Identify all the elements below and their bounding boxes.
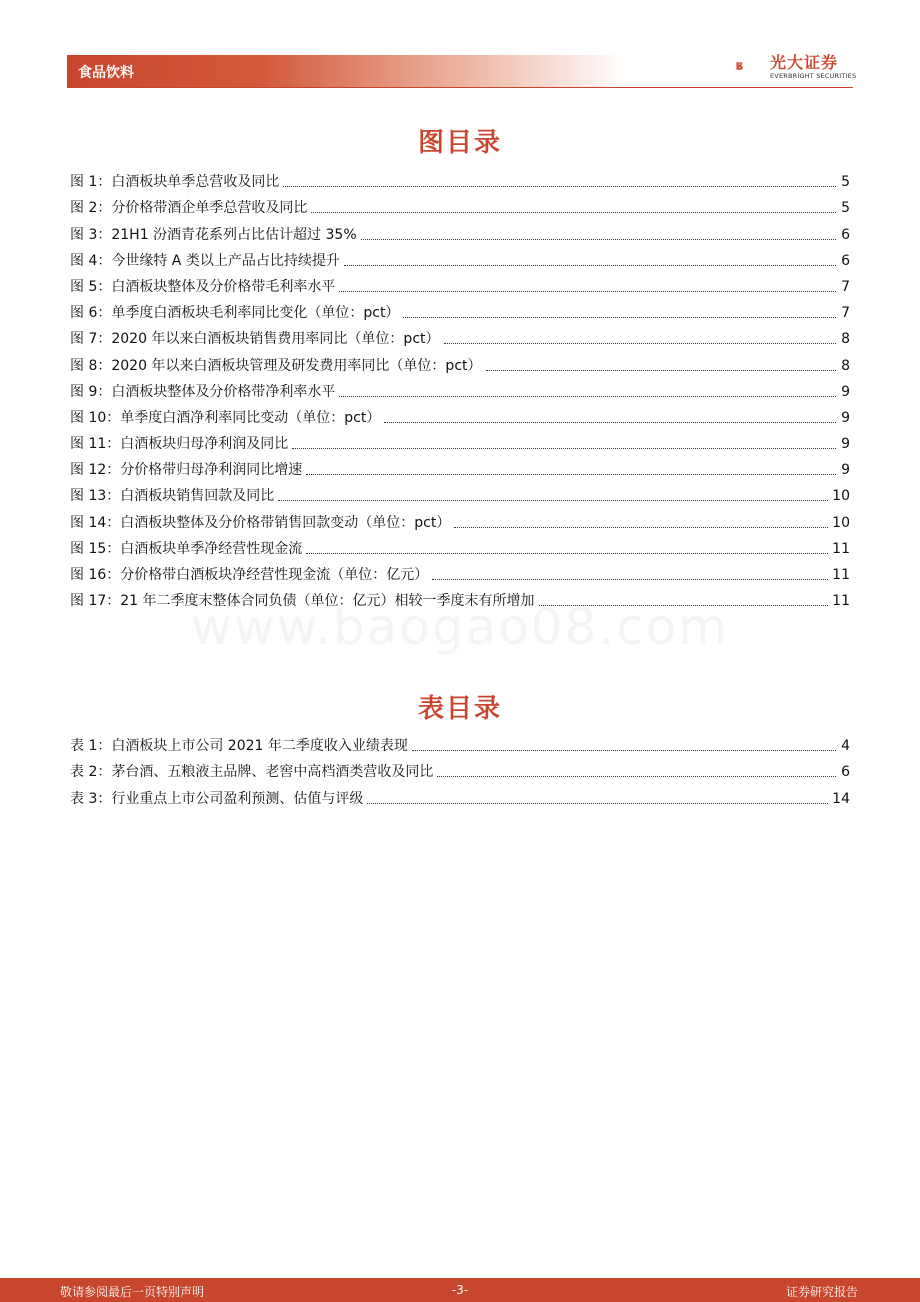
toc-entry-page: 11 — [832, 567, 850, 583]
toc-entry-page: 5 — [841, 200, 850, 217]
toc-entry[interactable] — [70, 454, 850, 480]
toc-entry-title: 图 4：今世缘特 A 类以上产品占比持续提升 — [70, 252, 340, 269]
page-number: -3- — [451, 1283, 469, 1297]
toc-entry[interactable] — [70, 428, 850, 454]
toc-entry-title: 图 16：分价格带白酒板块净经营性现金流（单位：亿元） — [70, 567, 429, 583]
toc-entry[interactable] — [70, 297, 850, 323]
brand-name-cn: 光大证券 — [770, 53, 839, 72]
toc-entry-page: 9 — [841, 383, 850, 400]
toc-entry-title: 图 15：白酒板块单季净经营性现金流 — [70, 540, 303, 557]
toc-entry[interactable] — [70, 756, 850, 782]
toc-entry-page: 6 — [841, 252, 850, 269]
footer-report-type: 证券研究报告 — [785, 1285, 858, 1299]
toc-entry[interactable] — [70, 218, 850, 244]
toc-entry-title: 图 5：白酒板块整体及分价格带毛利率水平 — [70, 278, 336, 295]
toc-entry-page: 11 — [832, 593, 850, 610]
toc-entry[interactable] — [70, 245, 850, 271]
toc-entry[interactable] — [70, 730, 850, 756]
toc-leader-dots — [444, 342, 836, 344]
toc-entry-title: 图 13：白酒板块销售回款及同比 — [70, 488, 275, 505]
everbright-logo-icon — [736, 48, 766, 84]
header-band — [67, 55, 627, 87]
figures-toc-list — [70, 166, 850, 611]
section-label: 食品饮料 — [78, 65, 134, 81]
toc-leader-dots — [412, 749, 836, 751]
toc-entry-title: 图 2：分价格带酒企单季总营收及同比 — [70, 200, 308, 217]
toc-leader-dots — [486, 369, 836, 371]
toc-entry-title: 图 1：白酒板块单季总营收及同比 — [70, 174, 280, 191]
toc-entry-title: 表 1：白酒板块上市公司 2021 年二季度收入业绩表现 — [70, 738, 408, 755]
toc-entry-title: 表 3：行业重点上市公司盈利预测、估值与评级 — [70, 790, 364, 807]
watermark — [0, 598, 920, 656]
toc-entry-title: 图 17：21 年二季度末整体合同负债（单位：亿元）相较一季度末有所增加 — [70, 593, 535, 610]
toc-entry-page: 10 — [832, 488, 850, 505]
toc-leader-dots — [437, 775, 836, 777]
toc-entry-page: 11 — [832, 540, 850, 557]
toc-entry-title: 图 12：分价格带归母净利润同比增速 — [70, 462, 303, 479]
page-footer — [0, 1278, 920, 1302]
toc-leader-dots — [278, 499, 828, 501]
toc-entry[interactable] — [70, 402, 850, 428]
toc-entry[interactable] — [70, 271, 850, 297]
toc-entry[interactable] — [70, 349, 850, 375]
toc-entry-page: 8 — [841, 357, 850, 374]
toc-entry-page: 10 — [832, 514, 850, 531]
toc-entry-page: 9 — [841, 409, 850, 426]
tables-toc-list — [70, 730, 850, 809]
toc-entry-page: 7 — [841, 278, 850, 295]
toc-entry-page: 6 — [841, 764, 850, 781]
toc-entry-page: 14 — [832, 790, 850, 807]
toc-entry-page: 8 — [841, 331, 850, 348]
toc-leader-dots — [306, 473, 836, 475]
toc-leader-dots — [344, 264, 836, 266]
toc-entry[interactable] — [70, 533, 850, 559]
toc-entry[interactable] — [70, 192, 850, 218]
toc-entry-page: 7 — [841, 305, 850, 322]
toc-entry-title: 图 7：2020 年以来白酒板块销售费用率同比（单位：pct） — [70, 331, 440, 348]
tables-toc-title: 表目录 — [417, 694, 502, 724]
toc-leader-dots — [339, 395, 836, 397]
header-divider — [67, 87, 853, 88]
toc-entry-title: 图 6：单季度白酒板块毛利率同比变化（单位：pct） — [70, 305, 400, 322]
toc-leader-dots — [339, 290, 836, 292]
toc-entry[interactable] — [70, 166, 850, 192]
toc-entry[interactable] — [70, 480, 850, 506]
toc-entry-title: 图 11：白酒板块归母净利润及同比 — [70, 436, 289, 453]
toc-entry[interactable] — [70, 376, 850, 402]
toc-leader-dots — [311, 211, 836, 213]
toc-entry-page: 4 — [841, 738, 850, 755]
toc-entry-title: 图 8：2020 年以来白酒板块管理及研发费用率同比（单位：pct） — [70, 357, 482, 374]
toc-entry-page: 5 — [841, 174, 850, 191]
footer-disclaimer-note: 敬请参阅最后一页特别声明 — [60, 1285, 205, 1299]
toc-entry[interactable] — [70, 782, 850, 808]
toc-entry-page: 9 — [841, 436, 850, 453]
toc-leader-dots — [384, 421, 836, 423]
toc-leader-dots — [432, 578, 828, 580]
toc-entry-page: 9 — [841, 462, 850, 479]
toc-entry-title: 图 10：单季度白酒净利率同比变动（单位：pct） — [70, 409, 381, 426]
toc-entry-title: 图 9：白酒板块整体及分价格带净利率水平 — [70, 383, 336, 400]
toc-leader-dots — [367, 802, 828, 804]
toc-entry[interactable] — [70, 323, 850, 349]
toc-entry-title: 表 2：茅台酒、五粮液主品牌、老窖中高档酒类营收及同比 — [70, 764, 434, 781]
toc-leader-dots — [361, 238, 836, 240]
toc-entry[interactable] — [70, 559, 850, 585]
toc-leader-dots — [283, 185, 836, 187]
toc-entry-page: 6 — [841, 226, 850, 243]
toc-leader-dots — [306, 552, 828, 554]
toc-entry-title: 图 14：白酒板块整体及分价格带销售回款变动（单位：pct） — [70, 514, 451, 531]
toc-leader-dots — [454, 526, 828, 528]
figures-toc-title: 图目录 — [417, 128, 502, 158]
toc-entry[interactable] — [70, 506, 850, 532]
brand-name-en: EVERBRIGHT SECURITIES — [770, 72, 857, 80]
toc-leader-dots — [403, 316, 836, 318]
toc-entry-title: 图 3：21H1 汾酒青花系列占比估计超过 35% — [70, 226, 357, 243]
toc-leader-dots — [292, 447, 836, 449]
